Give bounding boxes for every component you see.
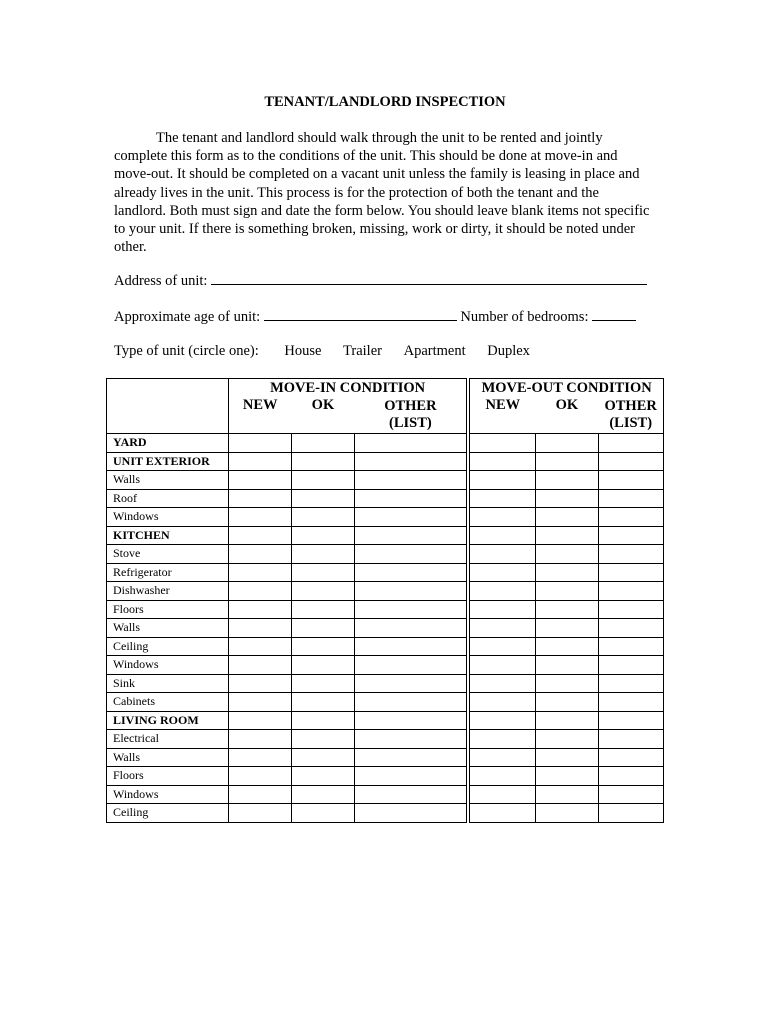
table-row: [107, 471, 664, 490]
move-out-other-cell[interactable]: [598, 508, 663, 527]
address-field[interactable]: [211, 271, 647, 285]
move-in-other-cell[interactable]: [354, 785, 468, 804]
age-field[interactable]: [264, 307, 457, 321]
move-in-new-cell[interactable]: [228, 526, 291, 545]
move-in-list-label: (LIST): [389, 415, 432, 431]
move-in-other-cell[interactable]: [354, 508, 468, 527]
table-row: [107, 582, 664, 601]
table-row: [107, 452, 664, 471]
move-out-new-cell[interactable]: [468, 730, 535, 749]
address-row: [114, 271, 647, 290]
move-in-ok-cell[interactable]: [291, 545, 354, 564]
move-in-other-cell[interactable]: [354, 471, 468, 490]
move-in-ok-cell[interactable]: [291, 434, 354, 453]
move-in-ok-cell[interactable]: [291, 637, 354, 656]
move-out-ok-cell[interactable]: [535, 804, 598, 823]
move-out-ok-cell[interactable]: [535, 508, 598, 527]
move-in-new-cell[interactable]: [228, 693, 291, 712]
table-row: [107, 748, 664, 767]
move-in-other-header: [354, 397, 468, 434]
move-in-new-cell[interactable]: [228, 434, 291, 453]
bedrooms-field[interactable]: [592, 307, 636, 321]
move-out-other-cell[interactable]: [598, 656, 663, 675]
move-out-new-cell[interactable]: [468, 545, 535, 564]
move-out-ok-cell[interactable]: [535, 452, 598, 471]
unit-type-option-house[interactable]: House: [284, 343, 322, 359]
move-out-other-cell[interactable]: [598, 452, 663, 471]
move-in-ok-cell[interactable]: [291, 600, 354, 619]
move-in-other-cell[interactable]: [354, 711, 468, 730]
table-row: [107, 804, 664, 823]
move-out-ok-cell[interactable]: [535, 434, 598, 453]
move-out-new-cell[interactable]: [468, 600, 535, 619]
move-out-ok-cell[interactable]: [535, 582, 598, 601]
move-out-new-cell[interactable]: [468, 785, 535, 804]
move-out-new-cell[interactable]: [468, 526, 535, 545]
move-out-ok-cell[interactable]: [535, 526, 598, 545]
row-label: Dishwasher: [107, 582, 229, 601]
move-in-ok-cell[interactable]: [291, 767, 354, 786]
move-out-ok-cell[interactable]: [535, 600, 598, 619]
move-in-new-cell[interactable]: [228, 730, 291, 749]
table-row: [107, 563, 664, 582]
move-out-other-cell[interactable]: [598, 804, 663, 823]
move-out-ok-cell[interactable]: [535, 730, 598, 749]
move-in-other-cell[interactable]: [354, 693, 468, 712]
table-row: [107, 545, 664, 564]
table-row: [107, 508, 664, 527]
move-in-other-cell[interactable]: [354, 656, 468, 675]
move-out-ok-cell[interactable]: [535, 489, 598, 508]
table-row: [107, 674, 664, 693]
move-in-new-header: NEW: [228, 397, 291, 434]
move-out-other-cell[interactable]: [598, 637, 663, 656]
intro-paragraph: [114, 129, 654, 256]
move-in-ok-cell[interactable]: [291, 785, 354, 804]
move-out-ok-cell[interactable]: [535, 637, 598, 656]
move-in-new-cell[interactable]: [228, 508, 291, 527]
move-in-new-cell[interactable]: [228, 674, 291, 693]
move-in-ok-cell[interactable]: [291, 452, 354, 471]
row-label: Refrigerator: [107, 563, 229, 582]
move-out-ok-cell[interactable]: [535, 563, 598, 582]
move-out-ok-cell[interactable]: [535, 748, 598, 767]
move-out-other-cell[interactable]: [598, 489, 663, 508]
move-in-new-cell[interactable]: [228, 600, 291, 619]
move-in-other-cell[interactable]: [354, 619, 468, 638]
move-in-new-cell[interactable]: [228, 489, 291, 508]
move-in-ok-cell[interactable]: [291, 693, 354, 712]
move-out-new-cell[interactable]: [468, 637, 535, 656]
row-label: Windows: [107, 656, 229, 675]
move-in-other-cell[interactable]: [354, 637, 468, 656]
move-out-ok-cell[interactable]: [535, 711, 598, 730]
row-label: Floors: [107, 767, 229, 786]
table-row: [107, 767, 664, 786]
move-out-ok-header: OK: [535, 397, 598, 434]
move-out-new-cell[interactable]: [468, 674, 535, 693]
move-out-new-cell[interactable]: [468, 434, 535, 453]
move-in-ok-header: OK: [291, 397, 354, 434]
table-row: [107, 637, 664, 656]
move-in-ok-cell[interactable]: [291, 656, 354, 675]
move-in-new-cell[interactable]: [228, 545, 291, 564]
move-out-new-cell[interactable]: [468, 471, 535, 490]
move-out-other-cell[interactable]: [598, 711, 663, 730]
move-in-other-cell[interactable]: [354, 563, 468, 582]
move-out-new-cell[interactable]: [468, 452, 535, 471]
move-out-other-cell[interactable]: [598, 767, 663, 786]
move-out-other-cell[interactable]: [598, 471, 663, 490]
move-out-new-cell[interactable]: [468, 582, 535, 601]
move-out-ok-cell[interactable]: [535, 767, 598, 786]
unit-type-option-trailer[interactable]: Trailer: [343, 343, 382, 359]
header-blank-cell: [107, 379, 229, 434]
unit-type-row: [114, 343, 530, 360]
move-in-other-cell[interactable]: [354, 526, 468, 545]
move-in-new-cell[interactable]: [228, 656, 291, 675]
move-out-ok-cell[interactable]: [535, 619, 598, 638]
move-out-other-label: OTHER: [604, 398, 657, 414]
move-in-new-cell[interactable]: [228, 637, 291, 656]
move-in-other-cell[interactable]: [354, 582, 468, 601]
row-label: Ceiling: [107, 804, 229, 823]
table-row: [107, 600, 664, 619]
move-out-other-cell[interactable]: [598, 730, 663, 749]
row-label: Sink: [107, 674, 229, 693]
page-title: TENANT/LANDLORD INSPECTION: [264, 94, 506, 110]
move-out-other-cell[interactable]: [598, 434, 663, 453]
move-in-new-cell[interactable]: [228, 563, 291, 582]
row-label: Ceiling: [107, 637, 229, 656]
move-in-new-cell[interactable]: [228, 748, 291, 767]
move-out-new-cell[interactable]: [468, 656, 535, 675]
move-in-other-label: OTHER: [384, 398, 437, 414]
move-out-other-header: [598, 397, 663, 434]
move-out-new-header: NEW: [468, 397, 535, 434]
move-out-new-cell[interactable]: [468, 711, 535, 730]
move-in-other-cell[interactable]: [354, 434, 468, 453]
move-out-new-cell[interactable]: [468, 804, 535, 823]
move-out-other-cell[interactable]: [598, 582, 663, 601]
row-label: YARD: [107, 434, 229, 453]
move-in-new-cell[interactable]: [228, 619, 291, 638]
move-in-ok-cell[interactable]: [291, 582, 354, 601]
row-label: Windows: [107, 785, 229, 804]
table-header-row: [107, 379, 664, 398]
row-label: Roof: [107, 489, 229, 508]
move-in-ok-cell[interactable]: [291, 711, 354, 730]
move-out-other-cell[interactable]: [598, 545, 663, 564]
move-in-other-cell[interactable]: [354, 730, 468, 749]
move-in-ok-cell[interactable]: [291, 619, 354, 638]
move-in-ok-cell[interactable]: [291, 489, 354, 508]
move-in-ok-cell[interactable]: [291, 526, 354, 545]
table-row: [107, 656, 664, 675]
row-label: Walls: [107, 619, 229, 638]
move-in-ok-cell[interactable]: [291, 804, 354, 823]
row-label: Electrical: [107, 730, 229, 749]
move-in-new-cell[interactable]: [228, 711, 291, 730]
table-row: [107, 434, 664, 453]
move-in-other-cell[interactable]: [354, 767, 468, 786]
table-row: [107, 526, 664, 545]
move-in-new-cell[interactable]: [228, 452, 291, 471]
move-in-new-cell[interactable]: [228, 582, 291, 601]
table-row: [107, 693, 664, 712]
move-out-new-cell[interactable]: [468, 489, 535, 508]
move-out-other-cell[interactable]: [598, 693, 663, 712]
move-in-ok-cell[interactable]: [291, 748, 354, 767]
inspection-table: [106, 378, 664, 823]
move-out-ok-cell[interactable]: [535, 656, 598, 675]
move-out-new-cell[interactable]: [468, 619, 535, 638]
move-out-ok-cell[interactable]: [535, 785, 598, 804]
row-label: Floors: [107, 600, 229, 619]
move-out-other-cell[interactable]: [598, 785, 663, 804]
move-in-other-cell[interactable]: [354, 748, 468, 767]
move-out-other-cell[interactable]: [598, 526, 663, 545]
row-label: Walls: [107, 748, 229, 767]
table-row: [107, 619, 664, 638]
move-in-new-cell[interactable]: [228, 767, 291, 786]
unit-type-option-duplex[interactable]: Duplex: [487, 343, 530, 359]
age-bedrooms-row: [114, 307, 636, 326]
age-label: Approximate age of unit:: [114, 309, 261, 325]
move-in-other-cell[interactable]: [354, 600, 468, 619]
move-out-new-cell[interactable]: [468, 563, 535, 582]
move-out-new-cell[interactable]: [468, 693, 535, 712]
move-out-ok-cell[interactable]: [535, 674, 598, 693]
unit-type-option-apartment[interactable]: Apartment: [403, 343, 466, 359]
move-out-other-cell[interactable]: [598, 563, 663, 582]
row-label: LIVING ROOM: [107, 711, 229, 730]
move-out-other-cell[interactable]: [598, 748, 663, 767]
move-out-ok-cell[interactable]: [535, 545, 598, 564]
move-out-ok-cell[interactable]: [535, 471, 598, 490]
row-label: Cabinets: [107, 693, 229, 712]
move-in-other-cell[interactable]: [354, 545, 468, 564]
row-label: KITCHEN: [107, 526, 229, 545]
move-out-list-label: (LIST): [609, 415, 653, 431]
row-label: UNIT EXTERIOR: [107, 452, 229, 471]
move-in-other-cell[interactable]: [354, 452, 468, 471]
move-in-new-cell[interactable]: [228, 471, 291, 490]
move-in-new-cell[interactable]: [228, 804, 291, 823]
move-in-other-cell[interactable]: [354, 489, 468, 508]
move-in-header: MOVE-IN CONDITION: [228, 379, 468, 398]
table-row: [107, 785, 664, 804]
move-out-header: MOVE-OUT CONDITION: [468, 379, 663, 398]
move-out-other-cell[interactable]: [598, 619, 663, 638]
move-in-other-cell[interactable]: [354, 804, 468, 823]
move-out-new-cell[interactable]: [468, 508, 535, 527]
move-in-ok-cell[interactable]: [291, 508, 354, 527]
row-label: Windows: [107, 508, 229, 527]
address-label: Address of unit:: [114, 273, 208, 289]
move-in-new-cell[interactable]: [228, 785, 291, 804]
move-in-ok-cell[interactable]: [291, 674, 354, 693]
move-out-other-cell[interactable]: [598, 674, 663, 693]
bedrooms-label: Number of bedrooms:: [460, 309, 589, 325]
move-in-ok-cell[interactable]: [291, 730, 354, 749]
row-label: Walls: [107, 471, 229, 490]
move-out-new-cell[interactable]: [468, 767, 535, 786]
intro-text: The tenant and landlord should walk through the unit to be rented and jointly complete this form as to the conditions of the unit. This should be done at move-in and move-out. It should be completed on a vacant unit unless the family is leasing in place and already lives in the unit. This process is for the protection of both the tenant and the landlord. Both must sign and date the form below. You should leave blank items not specific to your unit. If there is something broken, missing, work or dirty, it should be noted under other.: [114, 130, 650, 256]
table-row: [107, 711, 664, 730]
move-in-ok-cell[interactable]: [291, 563, 354, 582]
table-row: [107, 489, 664, 508]
unit-type-label: Type of unit (circle one):: [114, 343, 259, 359]
move-out-ok-cell[interactable]: [535, 693, 598, 712]
move-out-other-cell[interactable]: [598, 600, 663, 619]
move-in-other-cell[interactable]: [354, 674, 468, 693]
table-row: [107, 730, 664, 749]
move-in-ok-cell[interactable]: [291, 471, 354, 490]
row-label: Stove: [107, 545, 229, 564]
move-out-new-cell[interactable]: [468, 748, 535, 767]
